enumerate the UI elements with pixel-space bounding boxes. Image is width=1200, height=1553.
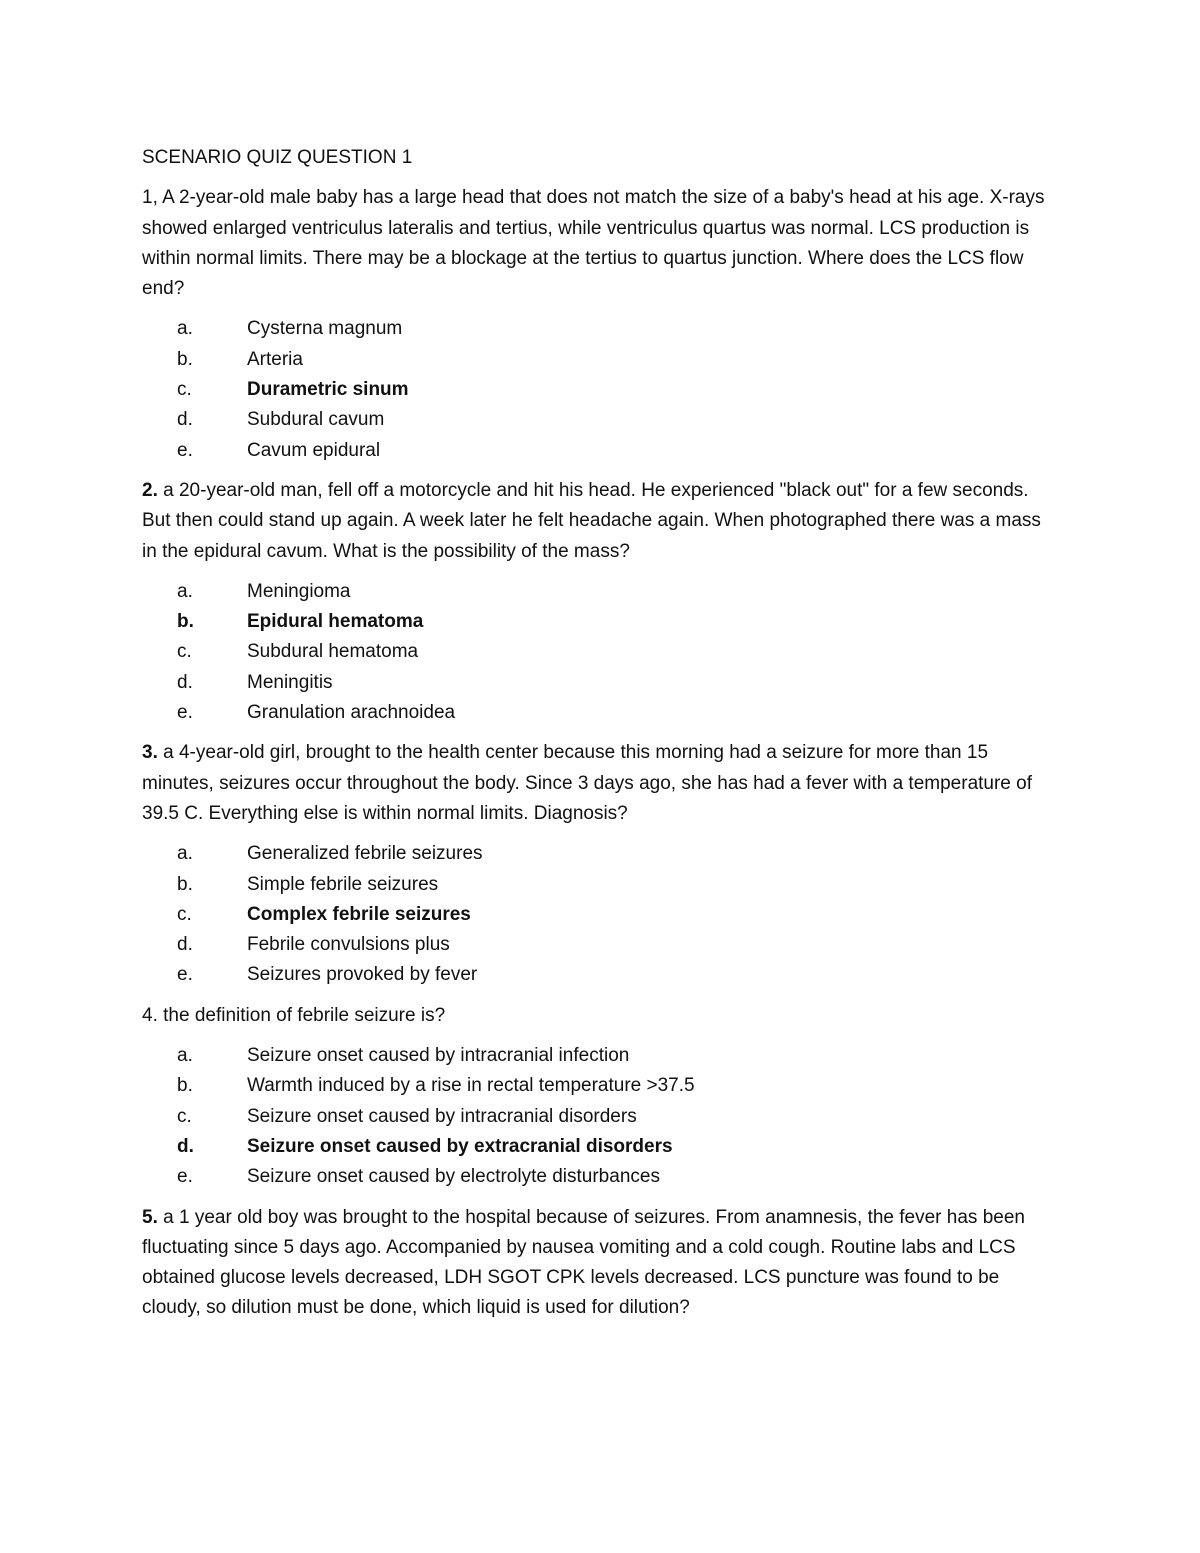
option-text: Febrile convulsions plus bbox=[247, 934, 450, 956]
option-text: Subdural hematoma bbox=[247, 641, 419, 663]
option-letter: b. bbox=[177, 348, 193, 370]
option-letter: d. bbox=[177, 409, 193, 431]
option-b bbox=[142, 870, 1057, 900]
question-number: 3. bbox=[142, 742, 158, 764]
option-e bbox=[142, 698, 1057, 728]
option-letter: e. bbox=[177, 702, 193, 724]
option-letter: e. bbox=[177, 439, 193, 461]
option-text: Seizure onset caused by intracranial infection bbox=[247, 1045, 630, 1067]
question-body: a 4-year-old girl, brought to the health center because this morning had a seizure for more than 15 minutes, seizures occur throughout the body. Since 3 days ago, she has had a fever with a temperature of 39.5 C. Everything else is within normal limits. Diagnosis? bbox=[142, 742, 1032, 824]
option-letter: d. bbox=[177, 671, 193, 693]
option-letter: a. bbox=[177, 318, 193, 340]
option-text: Meningitis bbox=[247, 671, 333, 693]
options-list bbox=[142, 1041, 1057, 1192]
option-letter: b. bbox=[177, 1075, 193, 1097]
options-list bbox=[142, 839, 1057, 990]
document-content bbox=[142, 143, 1057, 1334]
question-text bbox=[142, 1001, 1057, 1031]
option-c bbox=[142, 1102, 1057, 1132]
option-letter: a. bbox=[177, 580, 193, 602]
option-letter: c. bbox=[177, 1105, 192, 1127]
option-text: Seizure onset caused by electrolyte disturbances bbox=[247, 1166, 660, 1188]
option-letter: c. bbox=[177, 379, 192, 401]
option-c bbox=[142, 375, 1057, 405]
question-text bbox=[142, 476, 1057, 567]
question-number: 2. bbox=[142, 479, 158, 501]
question-body: a 20-year-old man, fell off a motorcycle and hit his head. He experienced "black out" for a few seconds. But then could stand up again. A week later he felt headache again. When photographed there was a mass in the epidural cavum. What is the possibility of the mass? bbox=[142, 479, 1041, 562]
question-body: the definition of febrile seizure is? bbox=[157, 1004, 446, 1026]
option-text-answer: Durametric sinum bbox=[247, 379, 409, 401]
option-letter: a. bbox=[177, 843, 193, 865]
option-text: Seizures provoked by fever bbox=[247, 964, 478, 986]
option-e bbox=[142, 1162, 1057, 1192]
option-letter: a. bbox=[177, 1045, 193, 1067]
option-letter: e. bbox=[177, 1166, 193, 1188]
option-text: Arteria bbox=[247, 348, 303, 370]
option-text: Meningioma bbox=[247, 580, 351, 602]
question-body: a 1 year old boy was brought to the hospital because of seizures. From anamnesis, the fever has been fluctuating since 5 days ago. Accompanied by nausea vomiting and a cold cough. Routine labs and LCS obtained glucose levels decreased, LDH SGOT CPK levels decreased. LCS puncture was found to be cloudy, so dilution must be done, which liquid is used for dilution? bbox=[142, 1206, 1025, 1319]
question-body: A 2-year-old male baby has a large head that does not match the size of a baby's head at his age. X-rays showed enlarged ventriculus lateralis and tertius, while ventriculus quartus was normal. LCS production is within normal limits. There may be a blockage at the tertius to quartus junction. Where does the LCS flow end? bbox=[142, 187, 1045, 300]
option-b bbox=[142, 1071, 1057, 1101]
option-letter: e. bbox=[177, 964, 193, 986]
option-a bbox=[142, 839, 1057, 869]
question-text bbox=[142, 738, 1057, 829]
option-letter: b. bbox=[177, 873, 193, 895]
question-1 bbox=[142, 183, 1057, 466]
question-number: 1, bbox=[142, 187, 158, 209]
option-c bbox=[142, 900, 1057, 930]
question-text bbox=[142, 1203, 1057, 1324]
option-c bbox=[142, 637, 1057, 667]
option-e bbox=[142, 436, 1057, 466]
option-d bbox=[142, 668, 1057, 698]
document-title: SCENARIO QUIZ QUESTION 1 bbox=[142, 147, 413, 168]
option-text: Subdural cavum bbox=[247, 409, 385, 431]
option-a bbox=[142, 314, 1057, 344]
option-d bbox=[142, 1132, 1057, 1162]
option-text: Generalized febrile seizures bbox=[247, 843, 483, 865]
option-b bbox=[142, 345, 1057, 375]
option-e bbox=[142, 960, 1057, 990]
option-text: Warmth induced by a rise in rectal temperature >37.5 bbox=[247, 1075, 695, 1097]
question-number: 4. bbox=[142, 1004, 158, 1026]
option-letter: c. bbox=[177, 903, 192, 925]
option-text-answer: Complex febrile seizures bbox=[247, 903, 471, 925]
option-a bbox=[142, 1041, 1057, 1071]
question-number: 5. bbox=[142, 1206, 158, 1228]
option-text-answer: Epidural hematoma bbox=[247, 611, 424, 633]
question-text bbox=[142, 183, 1057, 304]
option-a bbox=[142, 577, 1057, 607]
question-2 bbox=[142, 476, 1057, 728]
option-text: Granulation arachnoidea bbox=[247, 702, 456, 724]
option-d bbox=[142, 405, 1057, 435]
question-5 bbox=[142, 1203, 1057, 1324]
option-b bbox=[142, 607, 1057, 637]
option-text: Seizure onset caused by intracranial disorders bbox=[247, 1105, 637, 1127]
option-letter: d. bbox=[177, 934, 193, 956]
options-list bbox=[142, 314, 1057, 465]
question-3 bbox=[142, 738, 1057, 990]
option-letter: b. bbox=[177, 611, 194, 633]
option-text-answer: Seizure onset caused by extracranial disorders bbox=[247, 1135, 673, 1157]
question-4 bbox=[142, 1001, 1057, 1193]
options-list bbox=[142, 577, 1057, 728]
option-letter: d. bbox=[177, 1135, 194, 1157]
option-text: Simple febrile seizures bbox=[247, 873, 439, 895]
option-d bbox=[142, 930, 1057, 960]
option-text: Cysterna magnum bbox=[247, 318, 403, 340]
option-text: Cavum epidural bbox=[247, 439, 381, 461]
option-letter: c. bbox=[177, 641, 192, 663]
